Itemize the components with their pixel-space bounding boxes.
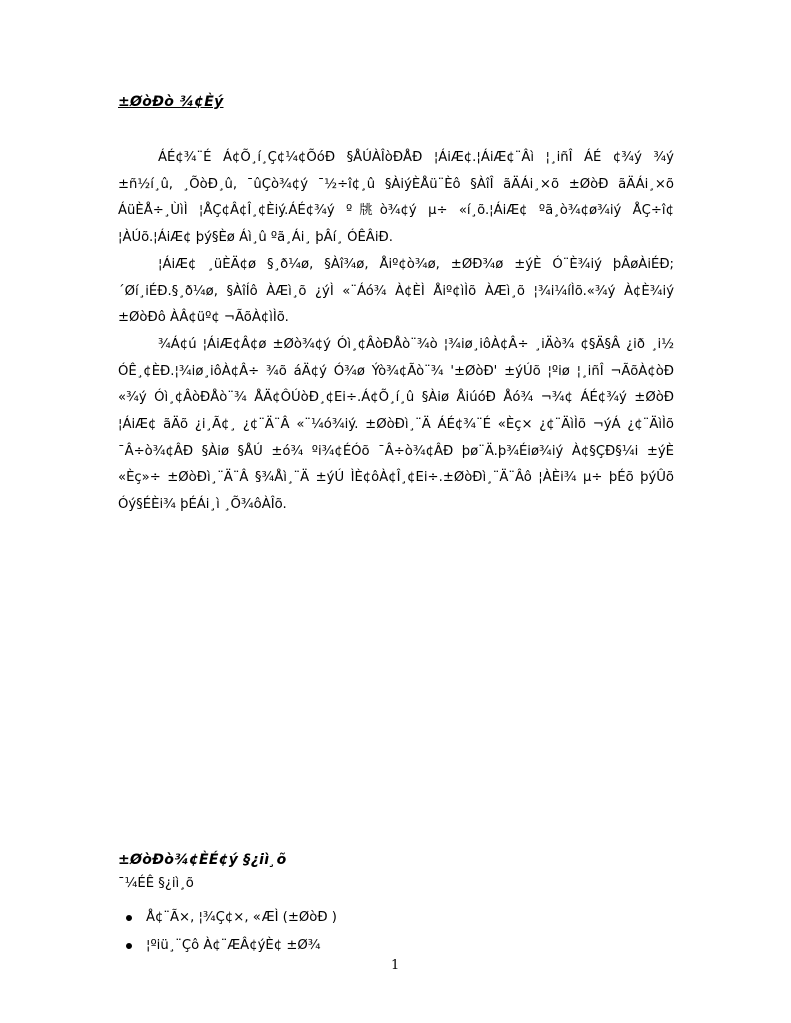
bullet-icon bbox=[126, 943, 132, 949]
bullet-icon bbox=[126, 915, 132, 921]
document-title: ±ØòÐò ¾¢Èý bbox=[118, 94, 224, 110]
list-item-text: Å¢¨Ã×, ¦¾Ç¢×, «ÆÌ (±ØòÐ ) bbox=[146, 910, 337, 925]
subheading: ¯¼ÉÊ §¿iì¸õ bbox=[118, 876, 194, 891]
paragraph-2: ¦ÁiÆ¢ ¸üÈÄ¢ø §¸ð¼ø, §Àî¾ø, Åiº¢ò¾ø, ±ØÐ¾ø ±ýÈ Ó¨È¾iý þÂøÀiÉÐ; ´Øí¸iÉÐ.§¸ð¼ø, §ÀîÍô ÀÆì¸õ ¿ýÌ «¨Áó¾ À¢ÈÌ Åiº¢ìÌõ ÀÆì¸õ ¦¾i¼íÌõ.«¾ý À¢È¾iý ±ØòÐô ÀÂ¢üº¢ ¬ÃõÀ¢ìÌõ. bbox=[118, 256, 674, 326]
list-item bbox=[118, 904, 337, 932]
section-heading: ±ØòÐò¾¢ÈÉ¢ý §¿iì¸õ bbox=[118, 852, 287, 868]
paragraph-1: ÁÉ¢¾¨É Á¢Õ¸í¸Ç¢¼¢ÕóÐ §ÅÚÀÎòÐÅÐ ¦ÁiÆ¢.¦ÁiÆ¢¨Âì ¦¸iñÎ ÁÉ ¢¾ý ¾ý ±ñ½í¸û, ¸ÕòÐ¸û, ¯ûÇò¾¢ý ¯½÷î¢¸û §ÀiýÈÅü¨Èô §ÀîÎ ãÄÁi¸×õ ±ØòÐ ãÄÁi¸×õ ÁüÈÅ÷¸ÙìÌ ¦ÅÇ¢Â¢Î¸¢Èiý.ÁÉ¢¾ý º㸠ò¾¢ý µ÷ «í¸õ.¦ÁiÆ¢ ºã¸ò¾¢ø¾iý ÅÇ÷î¢ ¦ÀÚõ.¦ÁiÆ¢ þý§Èø Áì¸û ºã¸Ái¸ þÂí¸ ÓÊÂiÐ. bbox=[118, 150, 674, 246]
bullet-list bbox=[118, 904, 337, 960]
list-item bbox=[118, 932, 337, 960]
list-item-text: ¦ºiü¸¨Çô À¢¨ÆÂ¢ýÈ¢ ±Ø¾ bbox=[146, 938, 321, 953]
page-number: 1 bbox=[391, 958, 400, 973]
paragraph-3: ¾Á¢ú ¦ÁiÆ¢Â¢ø ±Øò¾¢ý Óì¸¢ÂòÐÅò¨¾ò ¦¾iø¸iôÀ¢Â÷ ¸iÄò¾ ¢§Ä§Â ¿ið ¸i½ ÓÊ¸¢ÈÐ.¦¾iø¸iôÀ¢Â÷ ¾õ áÄ¢ý Ó¾ø Ýò¾¢Ãò¨¾ '±ØòÐ' ±ýÚõ ¦ºiø ¦¸iñÎ ¬ÃõÀ¢òÐ «¾ý Óì¸¢ÂòÐÅò¨¾ ÅÄ¢ÔÚòÐ¸¢Ei÷.Á¢Õ¸í¸û §Àiø ÅiúóÐ Åó¾ ¬¾¢ ÁÉ¢¾ý ±ØòÐ ¦ÁiÆ¢ ãÄõ ¿i¸Ã¢¸ ¿¢¨Ä¨Â «¨¼ó¾iý. ±ØòÐì¸¨Ä ÁÉ¢¾¨É «Èç× ¿¢¨ÄìÌõ ¬ýÁ ¿¢¨ÄìÌõ ¯Â÷ò¾¢ÂÐ §Àiø §ÅÚ ±ó¾ ºi¾¢ÉÓõ ¯Â÷ò¾¢ÂÐ þø¨Ä.þ¾Éiø¾iý À¢§ÇÐ§¼i ±ýÈ «Èç»÷ ±ØòÐì¸¨Ä¨Â §¾Åì¸¨Ä ±ýÚ ÌÈ¢ôÀ¢Î¸¢Ei÷.±ØòÐì¸¨Ä¨Âô ¦ÀÈi¾ µ÷ þÉõ þýÛõ Óý§ÉÈi¾ þÉÁi¸ì ¸Õ¾ôÀÎõ. bbox=[118, 336, 674, 513]
body-text bbox=[118, 145, 674, 519]
